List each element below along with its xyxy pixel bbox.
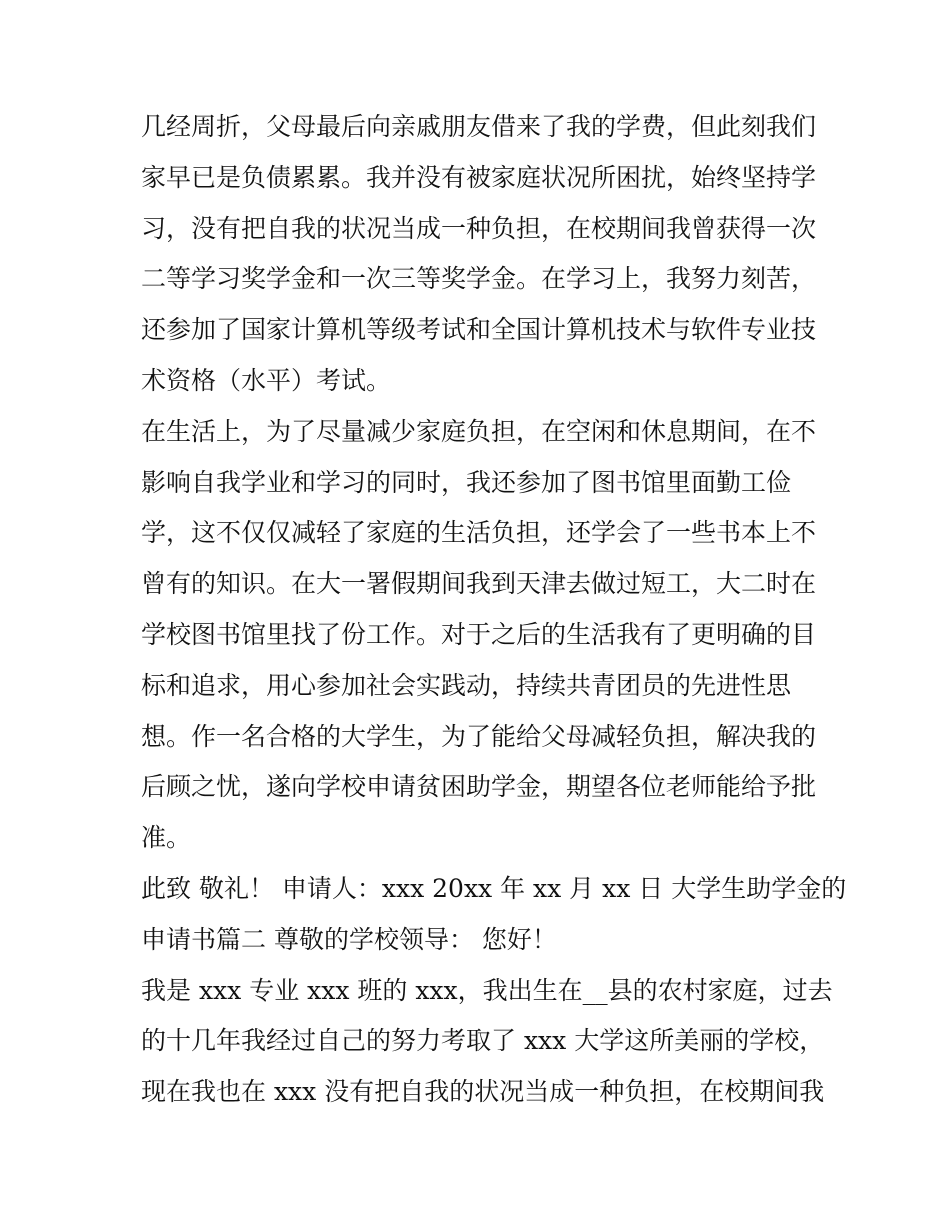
text-line: 现在我也在 xxx 没有把自我的状况当成一种负担，在校期间我 (141, 1077, 825, 1107)
text-line: 后顾之忧，遂向学校申请贫困助学金，期望各位老师能给予批 (141, 772, 817, 802)
text-line: 几经周折，父母最后向亲戚朋友借来了我的学费，但此刻我们 (141, 112, 817, 141)
text-line: 想。作一名合格的大学生，为了能给父母减轻负担，解决我的 (141, 721, 817, 751)
document-body (141, 102, 847, 1118)
text-line: 此致 敬礼！ 申请人：xxx 20xx 年 xx 月 xx 日 大学生助学金的 (141, 873, 847, 903)
text-line: 家早已是负债累累。我并没有被家庭状况所困扰，始终坚持学 (141, 162, 817, 192)
text-line: 的十几年我经过自己的努力考取了 xxx 大学这所美丽的学校， (141, 1026, 825, 1056)
text-line: 二等学习奖学金和一次三等奖学金。在学习上，我努力刻苦， (141, 264, 817, 294)
text-line: 准。 (141, 823, 192, 853)
text-line: 曾有的知识。在大一署假期间我到天津去做过短工，大二时在 (141, 569, 817, 599)
text-line: 还参加了国家计算机等级考试和全国计算机技术与软件专业技 (141, 315, 817, 345)
text-line: 学校图书馆里找了份工作。对于之后的生活我有了更明确的目 (141, 619, 817, 649)
text-line: 习，没有把自我的状况当成一种负担，在校期间我曾获得一次 (141, 213, 817, 243)
text-line: 申请书篇二 尊敬的学校领导： 您好！ (141, 924, 557, 954)
text-line: 学，这不仅仅减轻了家庭的生活负担，还学会了一些书本上不 (141, 518, 817, 548)
text-line: 术资格（水平）考试。 (141, 365, 392, 395)
text-line: 在生活上，为了尽量减少家庭负担，在空闲和休息期间，在不 (141, 416, 817, 446)
text-line: 影响自我学业和学习的同时，我还参加了图书馆里面勤工俭 (141, 467, 792, 497)
text-line: 标和追求，用心参加社会实践动，持续共青团员的先进性思 (141, 670, 792, 700)
text-line: 我是 xxx 专业 xxx 班的 xxx，我出生在__县的农村家庭，过去 (141, 975, 833, 1005)
